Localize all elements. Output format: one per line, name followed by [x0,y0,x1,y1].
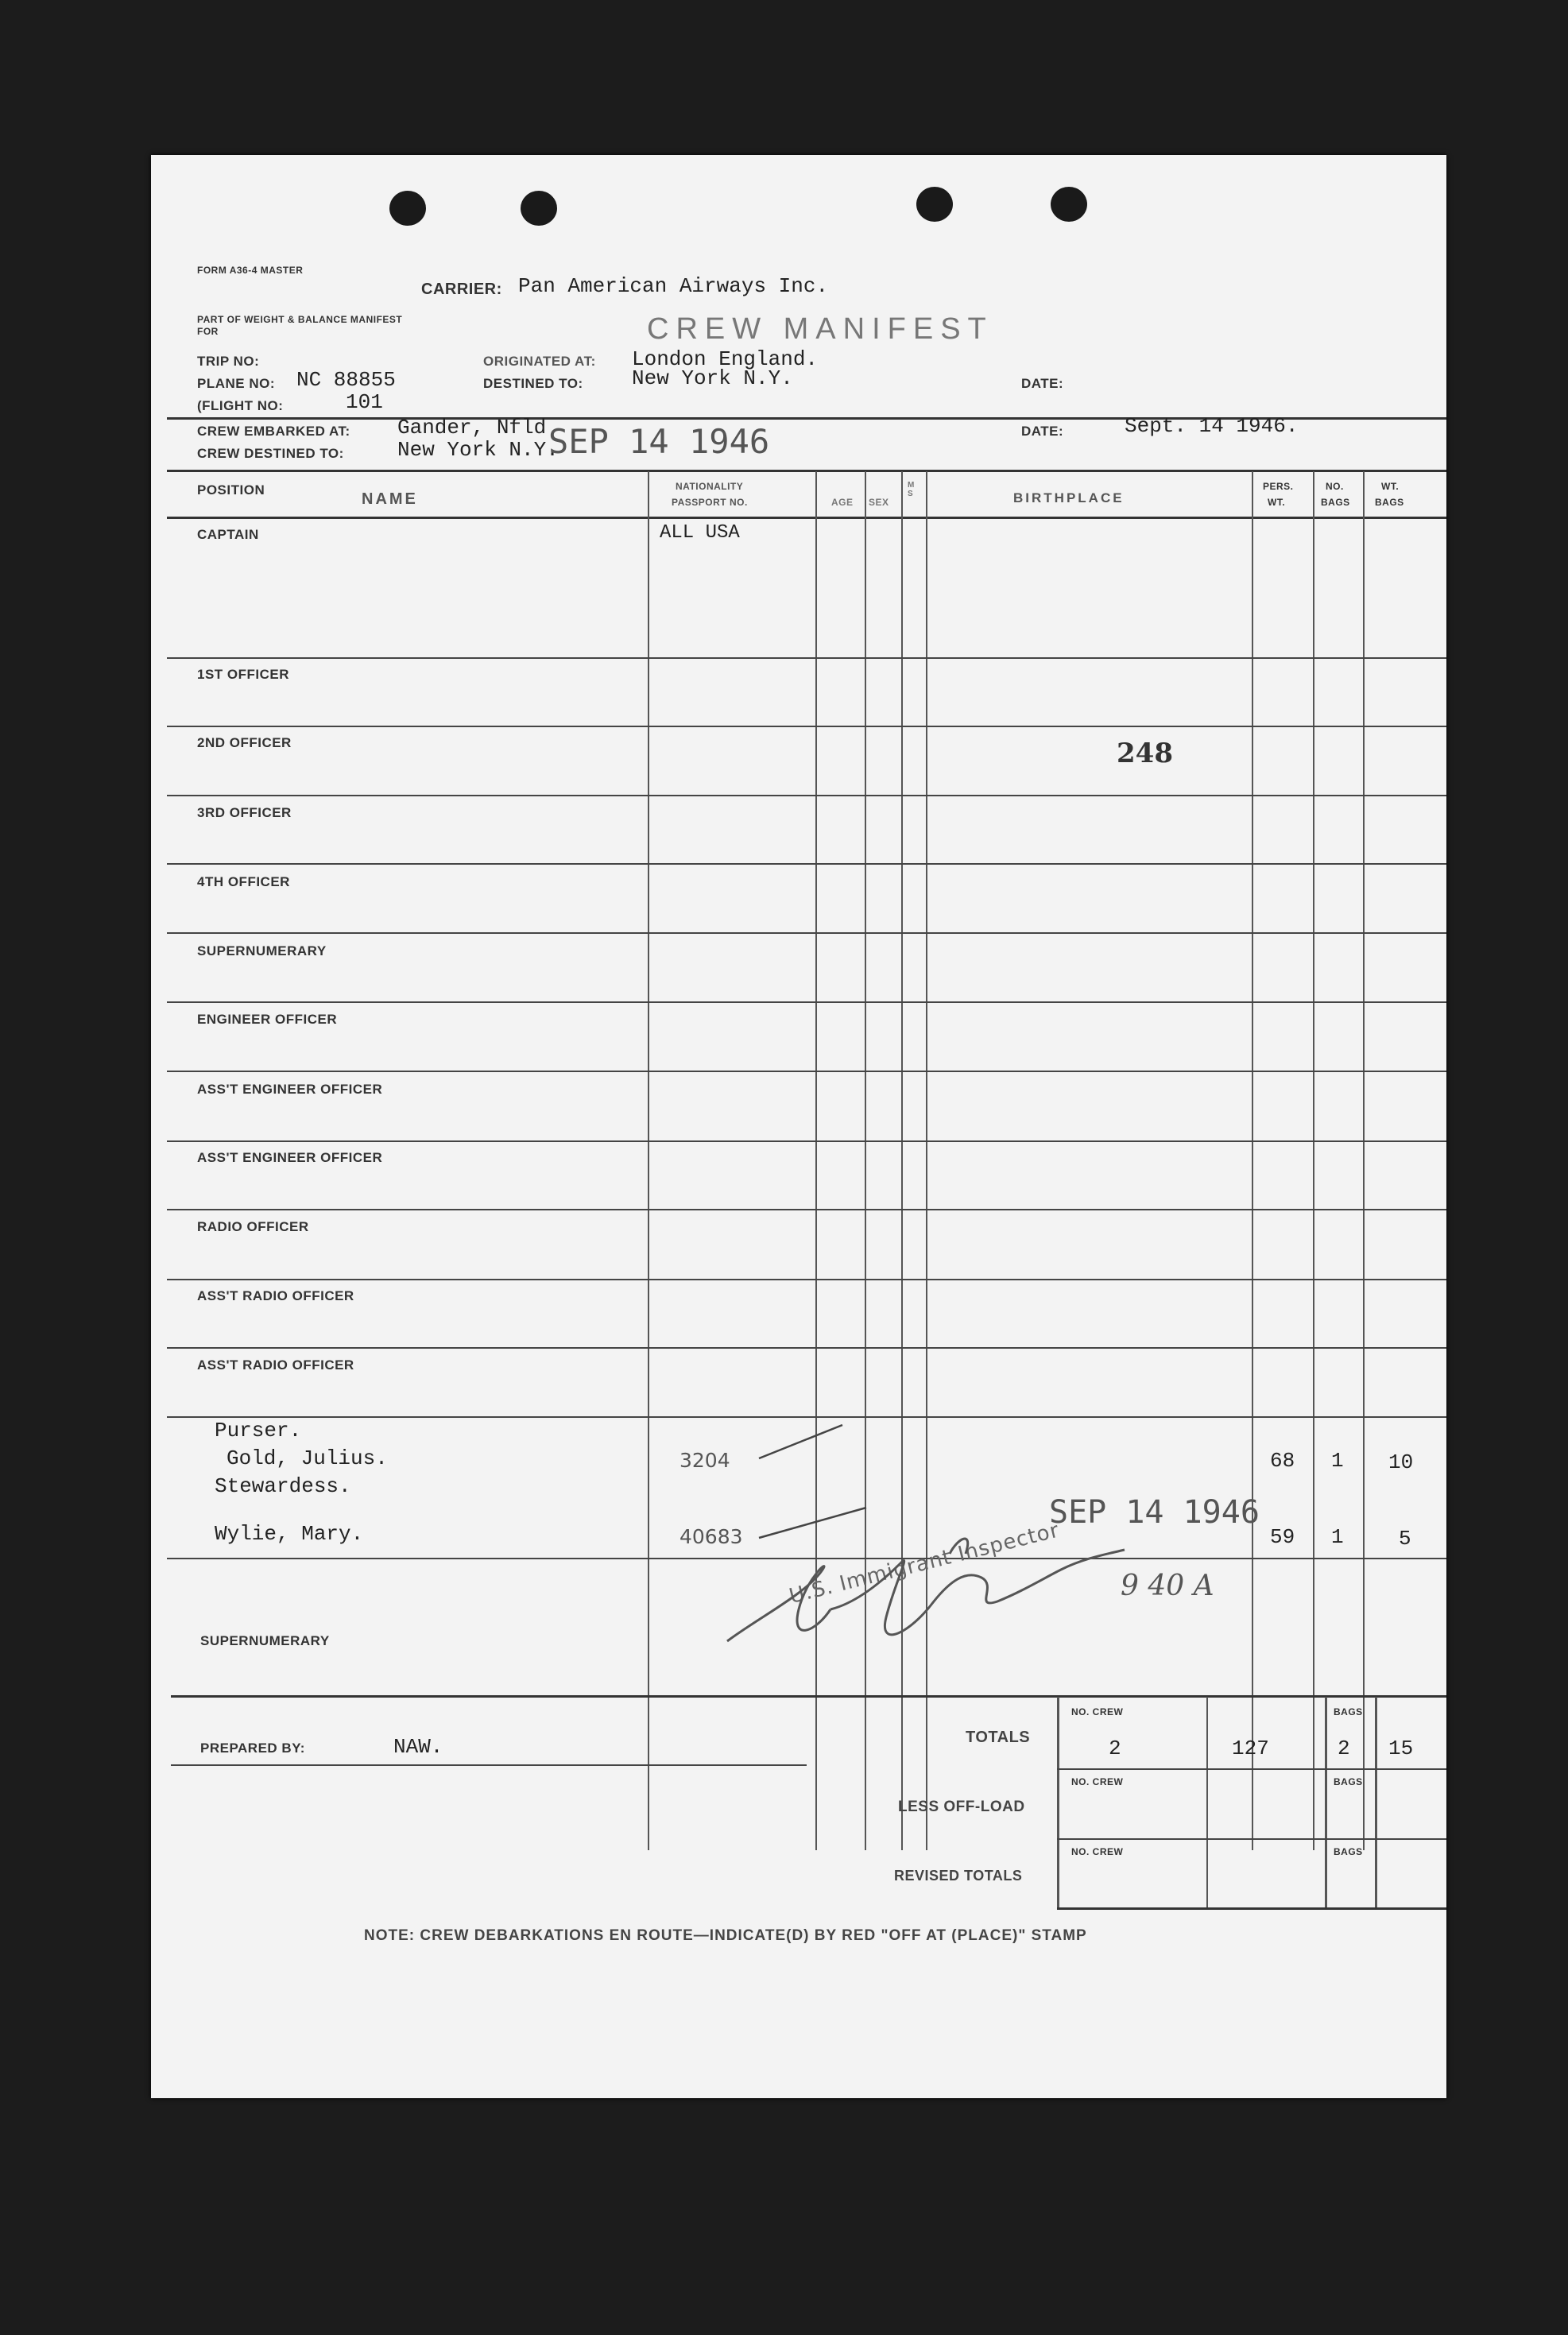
date-label: DATE: [1021,424,1064,439]
totals-line [1375,1697,1377,1907]
immigration-stamp-time: 9 40 A [1121,1570,1214,1602]
crew-name: Gold, Julius. [226,1446,388,1470]
position-engineer-officer: ENGINEER OFFICER [197,1012,338,1027]
totals-line [1057,1697,1059,1907]
destined-value: New York N.Y. [632,366,793,390]
position-asst-engineer-1: ASS'T ENGINEER OFFICER [197,1082,383,1097]
col-pers: PERS. [1263,481,1294,492]
bags-label: BAGS [1334,1776,1363,1787]
row-rule [167,1001,1446,1003]
position-1st-officer: 1ST OFFICER [197,667,290,682]
crew-weight: 68 [1270,1449,1295,1473]
punch-hole [916,187,953,222]
row-rule [167,726,1446,727]
col-wt: WT. [1268,497,1286,508]
date-label-top: DATE: [1021,376,1064,391]
col-birthplace: BIRTHPLACE [1013,490,1125,505]
crew-name: Wylie, Mary. [215,1522,364,1546]
prepared-rule [171,1764,807,1766]
col-no: NO. [1326,481,1344,492]
totals-line [1325,1697,1327,1907]
divider [167,470,1446,472]
crew-bag-weight: 5 [1399,1527,1411,1551]
totals-rule [1057,1768,1446,1770]
header-rule [167,517,1446,519]
immigration-stamp-title: U.S. Immigrant Inspector [787,1518,1063,1609]
row-rule [167,1347,1446,1349]
signature [711,1522,1204,1681]
crew-passport: 40683 [679,1525,743,1548]
immigration-stamp-date: SEP 14 1946 [1049,1494,1260,1531]
date-stamp-top: SEP 14 1946 [548,422,770,461]
total-weight: 127 [1232,1737,1269,1760]
punch-hole [521,191,557,226]
col-nationality: NATIONALITY [676,481,744,492]
col-name: NAME [362,490,418,508]
no-crew-label: NO. CREW [1071,1846,1124,1857]
row-rule [167,1071,1446,1072]
originated-value: London England. [632,347,819,371]
carrier-label: CARRIER: [421,281,502,298]
manifest-page [151,155,1446,2098]
no-crew-label: NO. CREW [1071,1776,1124,1787]
crew-bags: 1 [1331,1525,1344,1549]
col-ms: M S [908,481,915,498]
prepared-label: PREPARED BY: [200,1741,305,1756]
originated-label: ORIGINATED AT: [483,354,596,369]
total-bags: 2 [1338,1737,1350,1760]
col-line [1313,471,1314,1850]
crew-role: Stewardess. [215,1474,351,1498]
plane-value: NC 88855 [296,368,396,392]
total-crew: 2 [1109,1737,1121,1760]
destined-label: DESTINED TO: [483,376,583,391]
note: NOTE: CREW DEBARKATIONS EN ROUTE—INDICATE(D) BY RED "OFF AT (PLACE)" STAMP [364,1927,1087,1944]
prepared-value: NAW. [393,1735,443,1759]
embarked-value: Gander, Nfld [397,416,547,440]
col-wt-bags: WT. [1381,481,1400,492]
totals-rule [1057,1838,1446,1840]
totals-rule [1057,1907,1446,1910]
col-line [1363,471,1365,1850]
position-asst-engineer-2: ASS'T ENGINEER OFFICER [197,1150,383,1165]
no-crew-label: NO. CREW [1071,1706,1124,1717]
row-rule [167,863,1446,865]
part-of-manifest: PART OF WEIGHT & BALANCE MANIFEST FOR [197,314,403,337]
col-sex: SEX [869,497,889,508]
page-number: 248 [1117,738,1173,769]
crew-weight: 59 [1270,1525,1295,1549]
punch-hole [1051,187,1087,222]
plane-label: PLANE NO: [197,376,275,391]
totals-label: TOTALS [966,1729,1031,1746]
position-captain: CAPTAIN [197,527,259,542]
date-value: Sept. 14 1946. [1125,414,1299,438]
embarked-label: CREW EMBARKED AT: [197,424,350,439]
totals-line [1206,1697,1208,1907]
position-3rd-officer: 3RD OFFICER [197,805,292,820]
position-2nd-officer: 2ND OFFICER [197,735,292,750]
flight-value: 101 [346,390,383,414]
crew-bag-weight: 10 [1388,1450,1414,1474]
row-rule [167,1209,1446,1210]
row-rule [167,657,1446,659]
crew-role: Purser. [215,1419,302,1442]
less-offload-label: LESS OFF-LOAD [898,1799,1025,1815]
trip-label: TRIP NO: [197,354,260,369]
carrier-value: Pan American Airways Inc. [518,274,829,298]
col-bags: BAGS [1321,497,1350,508]
col-bags-wt: BAGS [1375,497,1404,508]
crew-passport: 3204 [679,1449,730,1472]
row-rule [167,932,1446,934]
revised-totals-label: REVISED TOTALS [894,1868,1023,1884]
col-passport: PASSPORT NO. [672,497,748,508]
position-radio-officer: RADIO OFFICER [197,1219,309,1234]
position-supernumerary-bottom: SUPERNUMERARY [200,1633,330,1648]
check-mark [755,1419,850,1466]
captain-nationality: ALL USA [660,522,740,544]
row-rule [167,1140,1446,1142]
row-rule [167,1416,1446,1418]
row-rule [167,1279,1446,1280]
bags-label: BAGS [1334,1846,1363,1857]
form-number: FORM A36-4 MASTER [197,265,304,276]
col-age: AGE [831,497,854,508]
position-asst-radio-2: ASS'T RADIO OFFICER [197,1357,354,1373]
position-asst-radio-1: ASS'T RADIO OFFICER [197,1288,354,1303]
table-bottom-rule [171,1695,1446,1698]
bags-label: BAGS [1334,1706,1363,1717]
row-rule [167,795,1446,796]
flight-label: (FLIGHT NO: [197,398,284,413]
position-4th-officer: 4TH OFFICER [197,874,290,889]
col-line [1252,471,1253,1850]
crew-bags: 1 [1331,1449,1344,1473]
punch-hole [389,191,426,226]
col-line [648,471,649,1850]
position-supernumerary: SUPERNUMERARY [197,943,327,958]
total-bag-weight: 15 [1388,1737,1414,1760]
col-position: POSITION [197,482,265,498]
page-title: CREW MANIFEST [647,312,993,346]
crew-destined-value: New York N.Y. [397,438,559,462]
crew-destined-label: CREW DESTINED TO: [197,446,344,461]
